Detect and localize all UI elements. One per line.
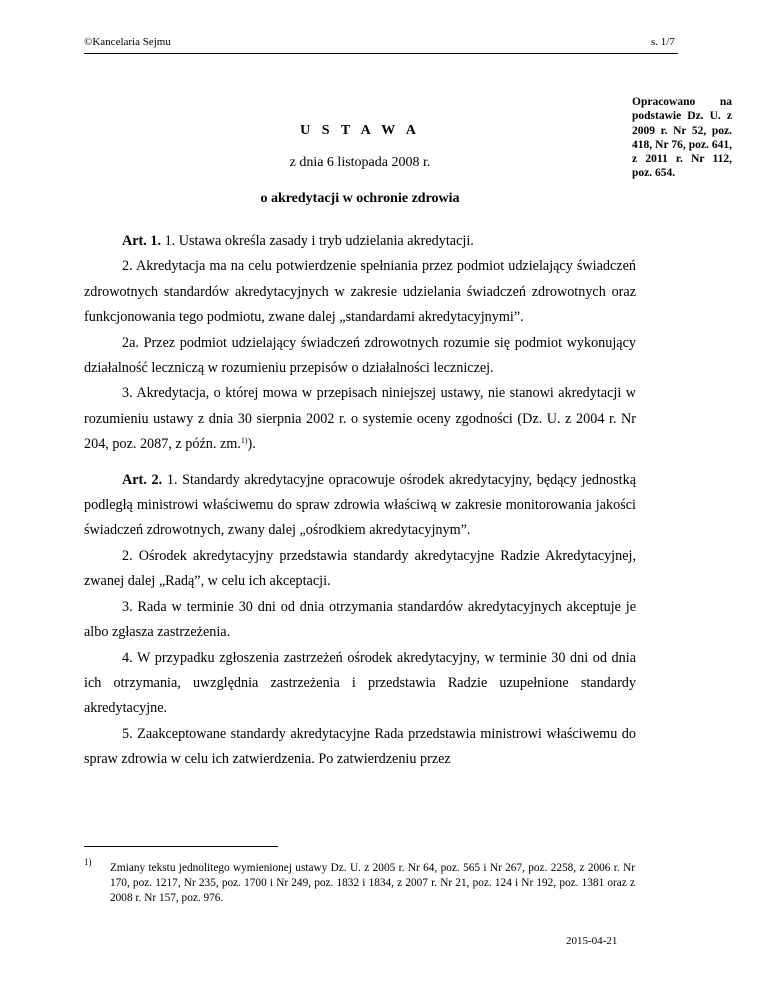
- art2-p2: 2. Ośrodek akredytacyjny przedstawia standardy akredytacyjne Radzie Akredytacyjnej, zwanej dalej „Radą”, w celu ich akceptacji.: [84, 547, 636, 590]
- art1-label: Art. 1.: [122, 233, 162, 249]
- art1-p3-text: 3. Akredytacja, o której mowa w przepisach niniejszej ustawy, nie stanowi akredytacji w rozumieniu ustawy z dnia 30 sierpnia 2002 r. o systemie oceny zgodności (Dz. U. z 2004 r. Nr 204, poz. 2087, z późn. zm.: [84, 385, 636, 453]
- footnote-ref[interactable]: 1): [240, 436, 248, 446]
- header-source: ©Kancelaria Sejmu: [84, 36, 171, 48]
- art2-p1: [84, 468, 636, 544]
- art2-label: Art. 2.: [122, 471, 163, 488]
- footnote-mark: 1): [84, 857, 92, 867]
- art2-p3: 3. Rada w terminie 30 dni od dnia otrzymania standardów akredytacyjnych akceptuje je albo zgłasza zastrzeżenia.: [84, 598, 636, 641]
- document-type: U S T A W A: [300, 123, 420, 138]
- document-date: z dnia 6 listopada 2008 r.: [289, 155, 431, 170]
- art1-p1: [84, 229, 636, 254]
- art1-p3: [84, 381, 636, 457]
- page-number: s. 1/7: [651, 36, 675, 48]
- document-body: [84, 229, 636, 773]
- art2-p1-text: 1. Standardy akredytacyjne opracowuje ośrodek akredytacyjny, będący jednostką podległą ministrowi właściwemu do spraw zdrowia właściwą w zakresie monitorowania jakości świadczeń zdrowotnych, zwany dalej „ośrodkiem akredytacyjnym”.: [84, 471, 636, 539]
- footnote-divider: [84, 846, 278, 847]
- art2-p4: 4. W przypadku zgłoszenia zastrzeżeń ośrodek akredytacyjny, w terminie 30 dni od dnia ich otrzymania, uwzględnia zastrzeżenia i przedstawia Radzie uzupełnione standardy akredytacyjne.: [84, 649, 636, 717]
- sidenote: Opracowano na podstawie Dz. U. z 2009 r. Nr 52, poz. 418, Nr 76, poz. 641, z 2011 r. Nr 112, poz. 654.: [632, 96, 732, 180]
- footnote-text: Zmiany tekstu jednolitego wymienionej ustawy Dz. U. z 2005 r. Nr 64, poz. 565 i Nr 267, poz. 2258, z 2006 r. Nr 170, poz. 1217, Nr 235, poz. 1700 i Nr 249, poz. 1832 i 1834, z 2007 r. Nr 21, poz. 124 i Nr 192, poz. 1381 oraz z 2008 r. Nr 157, poz. 976.: [110, 862, 635, 904]
- art2-p5: 5. Zaakceptowane standardy akredytacyjne Rada przedstawia ministrowi właściwemu do spraw zdrowia w celu ich zatwierdzenia. Po zatwierdzeniu przez: [84, 725, 636, 768]
- art1-p3-end: ).: [247, 436, 256, 453]
- art1-p2: 2. Akredytacja ma na celu potwierdzenie spełniania przez podmiot udzielający świadczeń zdrowotnych standardów akredytacyjnych w zakresie udzielania świadczeń zdrowotnych oraz funkcjonowania tego podmiotu, zwane dalej „standardami akredytacyjnymi”.: [84, 258, 636, 326]
- art1-p2a: 2a. Przez podmiot udzielający świadczeń zdrowotnych rozumie się podmiot wykonujący działalność leczniczą w rozumieniu przepisów o działalności leczniczej.: [84, 334, 636, 377]
- document-subject: o akredytacji w ochronie zdrowia: [260, 191, 460, 206]
- art1-p1-text: 1. Ustawa określa zasady i tryb udzielania akredytacji.: [164, 233, 474, 249]
- footer-date: 2015-04-21: [566, 935, 618, 947]
- header-divider: [84, 53, 678, 54]
